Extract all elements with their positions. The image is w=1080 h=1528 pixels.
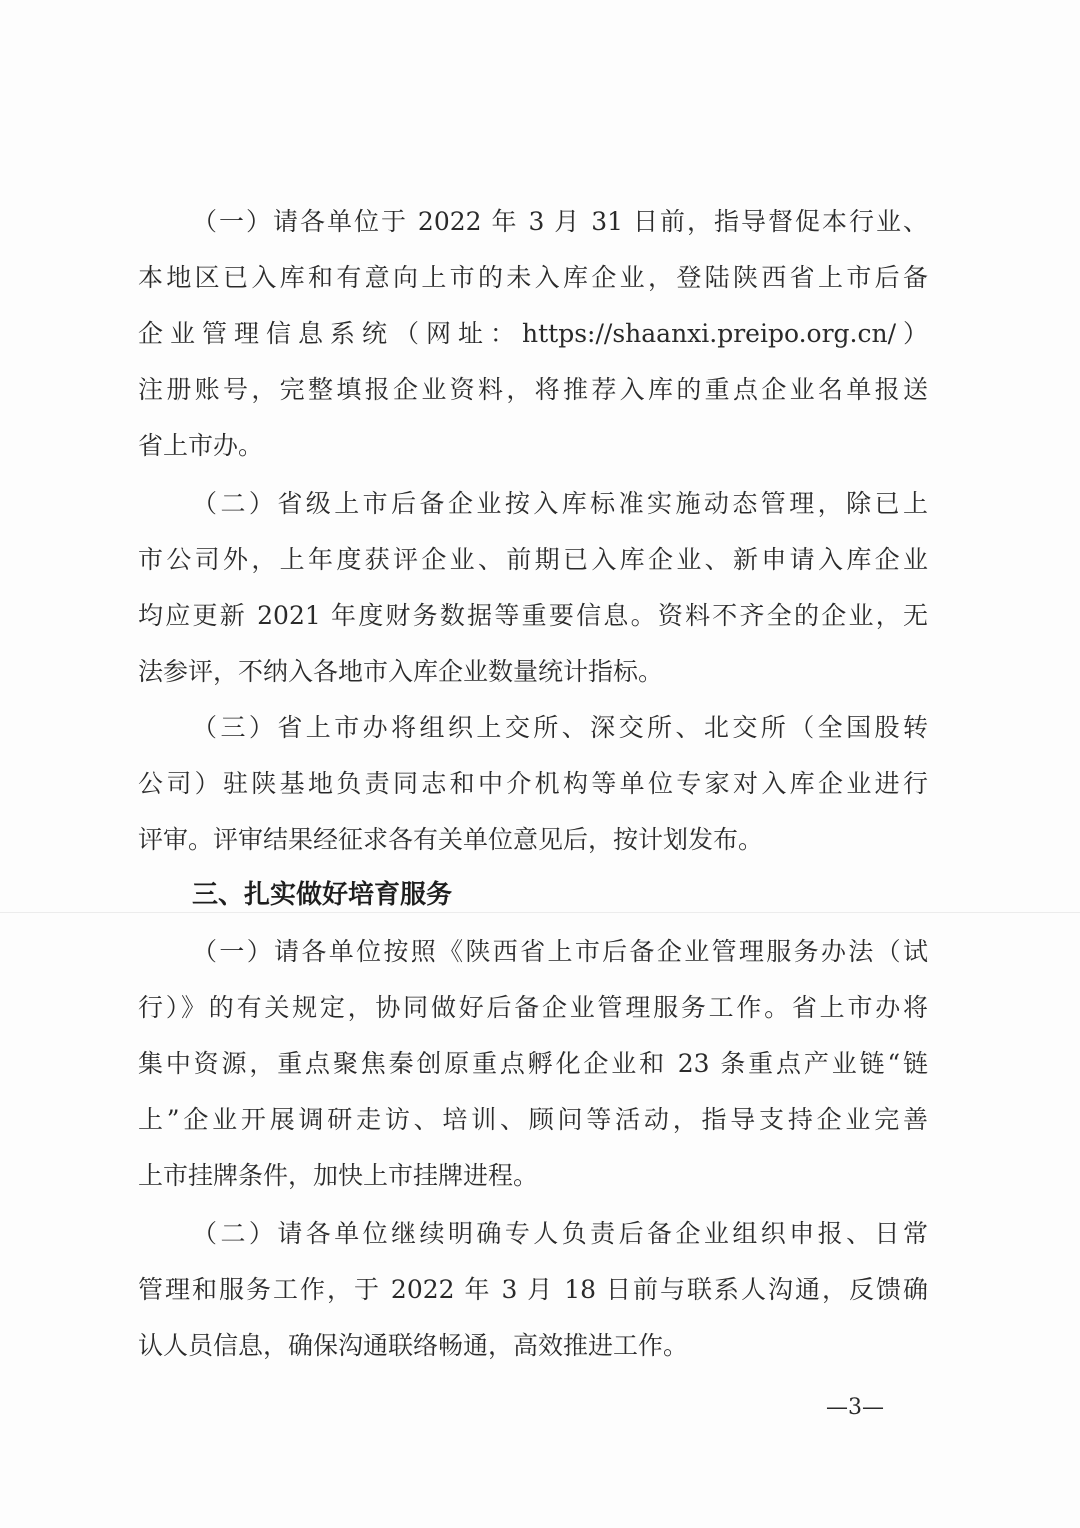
paragraph-line: （一）请各单位于 2022 年 3 月 31 日前，指导督促本行业、 <box>192 207 928 236</box>
scan-fold-line <box>0 912 1080 913</box>
paragraph-line: 上”企业开展调研走访、培训、顾问等活动，指导支持企业完善 <box>138 1105 928 1134</box>
paragraph-line: 认人员信息，确保沟通联络畅通，高效推进工作。 <box>138 1331 689 1360</box>
section-heading: 三、扎实做好培育服务 <box>192 880 453 910</box>
paragraph-line: 企业管理信息系统（网址：https://shaanxi.preipo.org.cn/） <box>138 319 928 348</box>
paragraph-line: 公司）驻陕基地负责同志和中介机构等单位专家对入库企业进行 <box>138 769 928 798</box>
paragraph-line: 均应更新 2021 年度财务数据等重要信息。资料不齐全的企业，无 <box>138 601 928 630</box>
paragraph-line: 管理和服务工作，于 2022 年 3 月 18 日前与联系人沟通，反馈确 <box>138 1275 928 1304</box>
paragraph-line: （二）省级上市后备企业按入库标准实施动态管理，除已上 <box>192 489 928 518</box>
paragraph-line: 上市挂牌条件，加快上市挂牌进程。 <box>138 1161 539 1190</box>
page-number: —3— <box>826 1395 884 1420</box>
paragraph-line: 市公司外，上年度获评企业、前期已入库企业、新申请入库企业 <box>138 545 928 574</box>
paragraph-line: 本地区已入库和有意向上市的未入库企业，登陆陕西省上市后备 <box>138 263 928 292</box>
paragraph-line: 集中资源，重点聚焦秦创原重点孵化企业和 23 条重点产业链“链 <box>138 1049 928 1078</box>
paragraph-line: 行）》的有关规定，协同做好后备企业管理服务工作。省上市办将 <box>138 993 928 1022</box>
paragraph-line: 法参评，不纳入各地市入库企业数量统计指标。 <box>138 657 664 686</box>
paragraph-line: （一）请各单位按照《陕西省上市后备企业管理服务办法（试 <box>192 937 928 966</box>
paragraph-line: 评审。评审结果经征求各有关单位意见后，按计划发布。 <box>138 825 764 854</box>
paragraph-line: （二）请各单位继续明确专人负责后备企业组织申报、日常 <box>192 1219 928 1248</box>
paragraph-line: （三）省上市办将组织上交所、深交所、北交所（全国股转 <box>192 713 928 742</box>
paragraph-line: 注册账号，完整填报企业资料，将推荐入库的重点企业名单报送 <box>138 375 928 404</box>
paragraph-line: 省上市办。 <box>138 431 264 460</box>
